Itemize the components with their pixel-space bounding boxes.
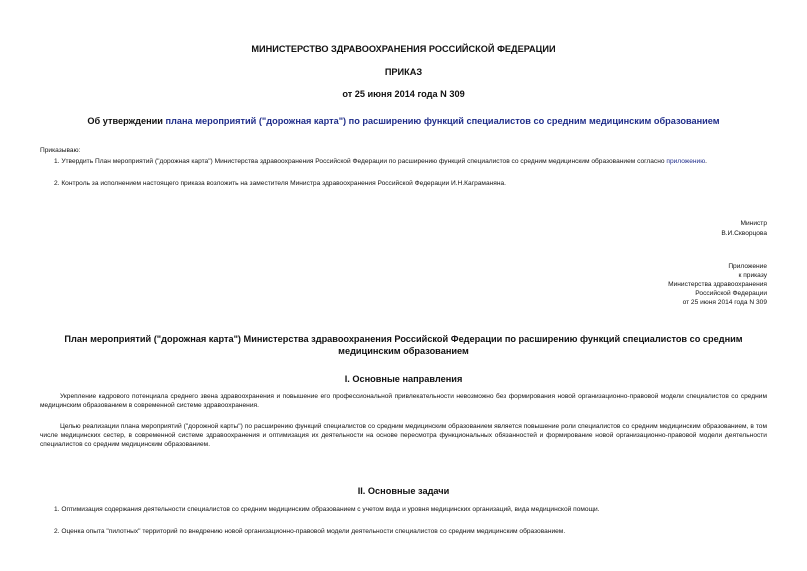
signature-name: В.И.Скворцова	[721, 230, 767, 237]
section-1-paragraph-1: Укрепление кадрового потенциала среднего звена здравоохранения и повышение его профессиональной привлекательности невозможно без формирования новой организационно-правовой модели специалистов со средним медицинским образованием в современной системе здравоохранения.	[40, 393, 767, 409]
order-item-1-text: 1. Утвердить План мероприятий ("дорожная карта") Министерства здравоохранения Российской Федерации по расширению функций специалистов со средним медицинским образованием согласно	[54, 158, 667, 165]
order-date-number: от 25 июня 2014 года N 309	[342, 89, 465, 99]
order-preamble: Приказываю:	[40, 147, 81, 154]
appendix-line: к приказу	[738, 272, 767, 279]
appendix-line: Приложение	[728, 263, 767, 270]
order-item-2: 2. Контроль за исполнением настоящего приказа возложить на заместителя Министра здравоохранения Российской Федерации И.Н.Каграманяна.	[54, 180, 506, 187]
plan-title: План мероприятий ("дорожная карта") Министерства здравоохранения Российской Федерации по расширению функций специалистов со средним медицинским образованием	[64, 334, 743, 356]
document-type: ПРИКАЗ	[384, 67, 423, 77]
order-item-1-end: .	[705, 158, 708, 165]
appendix-block	[467, 262, 767, 307]
order-subject	[0, 116, 807, 126]
appendix-line: Российской Федерации	[695, 290, 767, 297]
signature-title: Министр	[740, 220, 767, 227]
subject-prefix: Об утверждении	[87, 116, 166, 126]
order-item-1	[54, 157, 707, 166]
ministry-heading: МИНИСТЕРСТВО ЗДРАВООХРАНЕНИЯ РОССИЙСКОЙ ФЕДЕРАЦИИ	[251, 44, 556, 54]
task-2: 2. Оценка опыта "пилотных" территорий по внедрению новой организационно-правовой модели деятельности специалистов со средним медицинским образованием.	[54, 528, 566, 535]
task-1: 1. Оптимизация содержания деятельности специалистов со средним медицинским образованием с учетом вида и уровня медицинских организаций, вида медицинской помощи.	[54, 506, 600, 513]
section-2-heading: II. Основные задачи	[357, 486, 450, 496]
section-1-paragraph-2: Целью реализации плана мероприятий ("дорожной карты") по расширению функций специалистов со средним медицинским образованием является повышение роли специалистов со средним медицинским образованием, в том числе медицинских сестер, в современной системе здравоохранения и оптимизация их деятельности на основе пересмотра функциональных обязанностей и формирование новой организационно-правовой модели деятельности специалистов со средним медицинским образованием.	[40, 423, 767, 448]
appendix-line: от 25 июня 2014 года N 309	[682, 299, 767, 306]
subject-link[interactable]: плана мероприятий ("дорожная карта") по расширению функций специалистов со средним медицинским образованием	[165, 116, 720, 126]
section-1-heading: I. Основные направления	[344, 374, 463, 384]
appendix-line: Министерства здравоохранения	[668, 281, 767, 288]
appendix-link[interactable]: приложению	[666, 158, 706, 165]
